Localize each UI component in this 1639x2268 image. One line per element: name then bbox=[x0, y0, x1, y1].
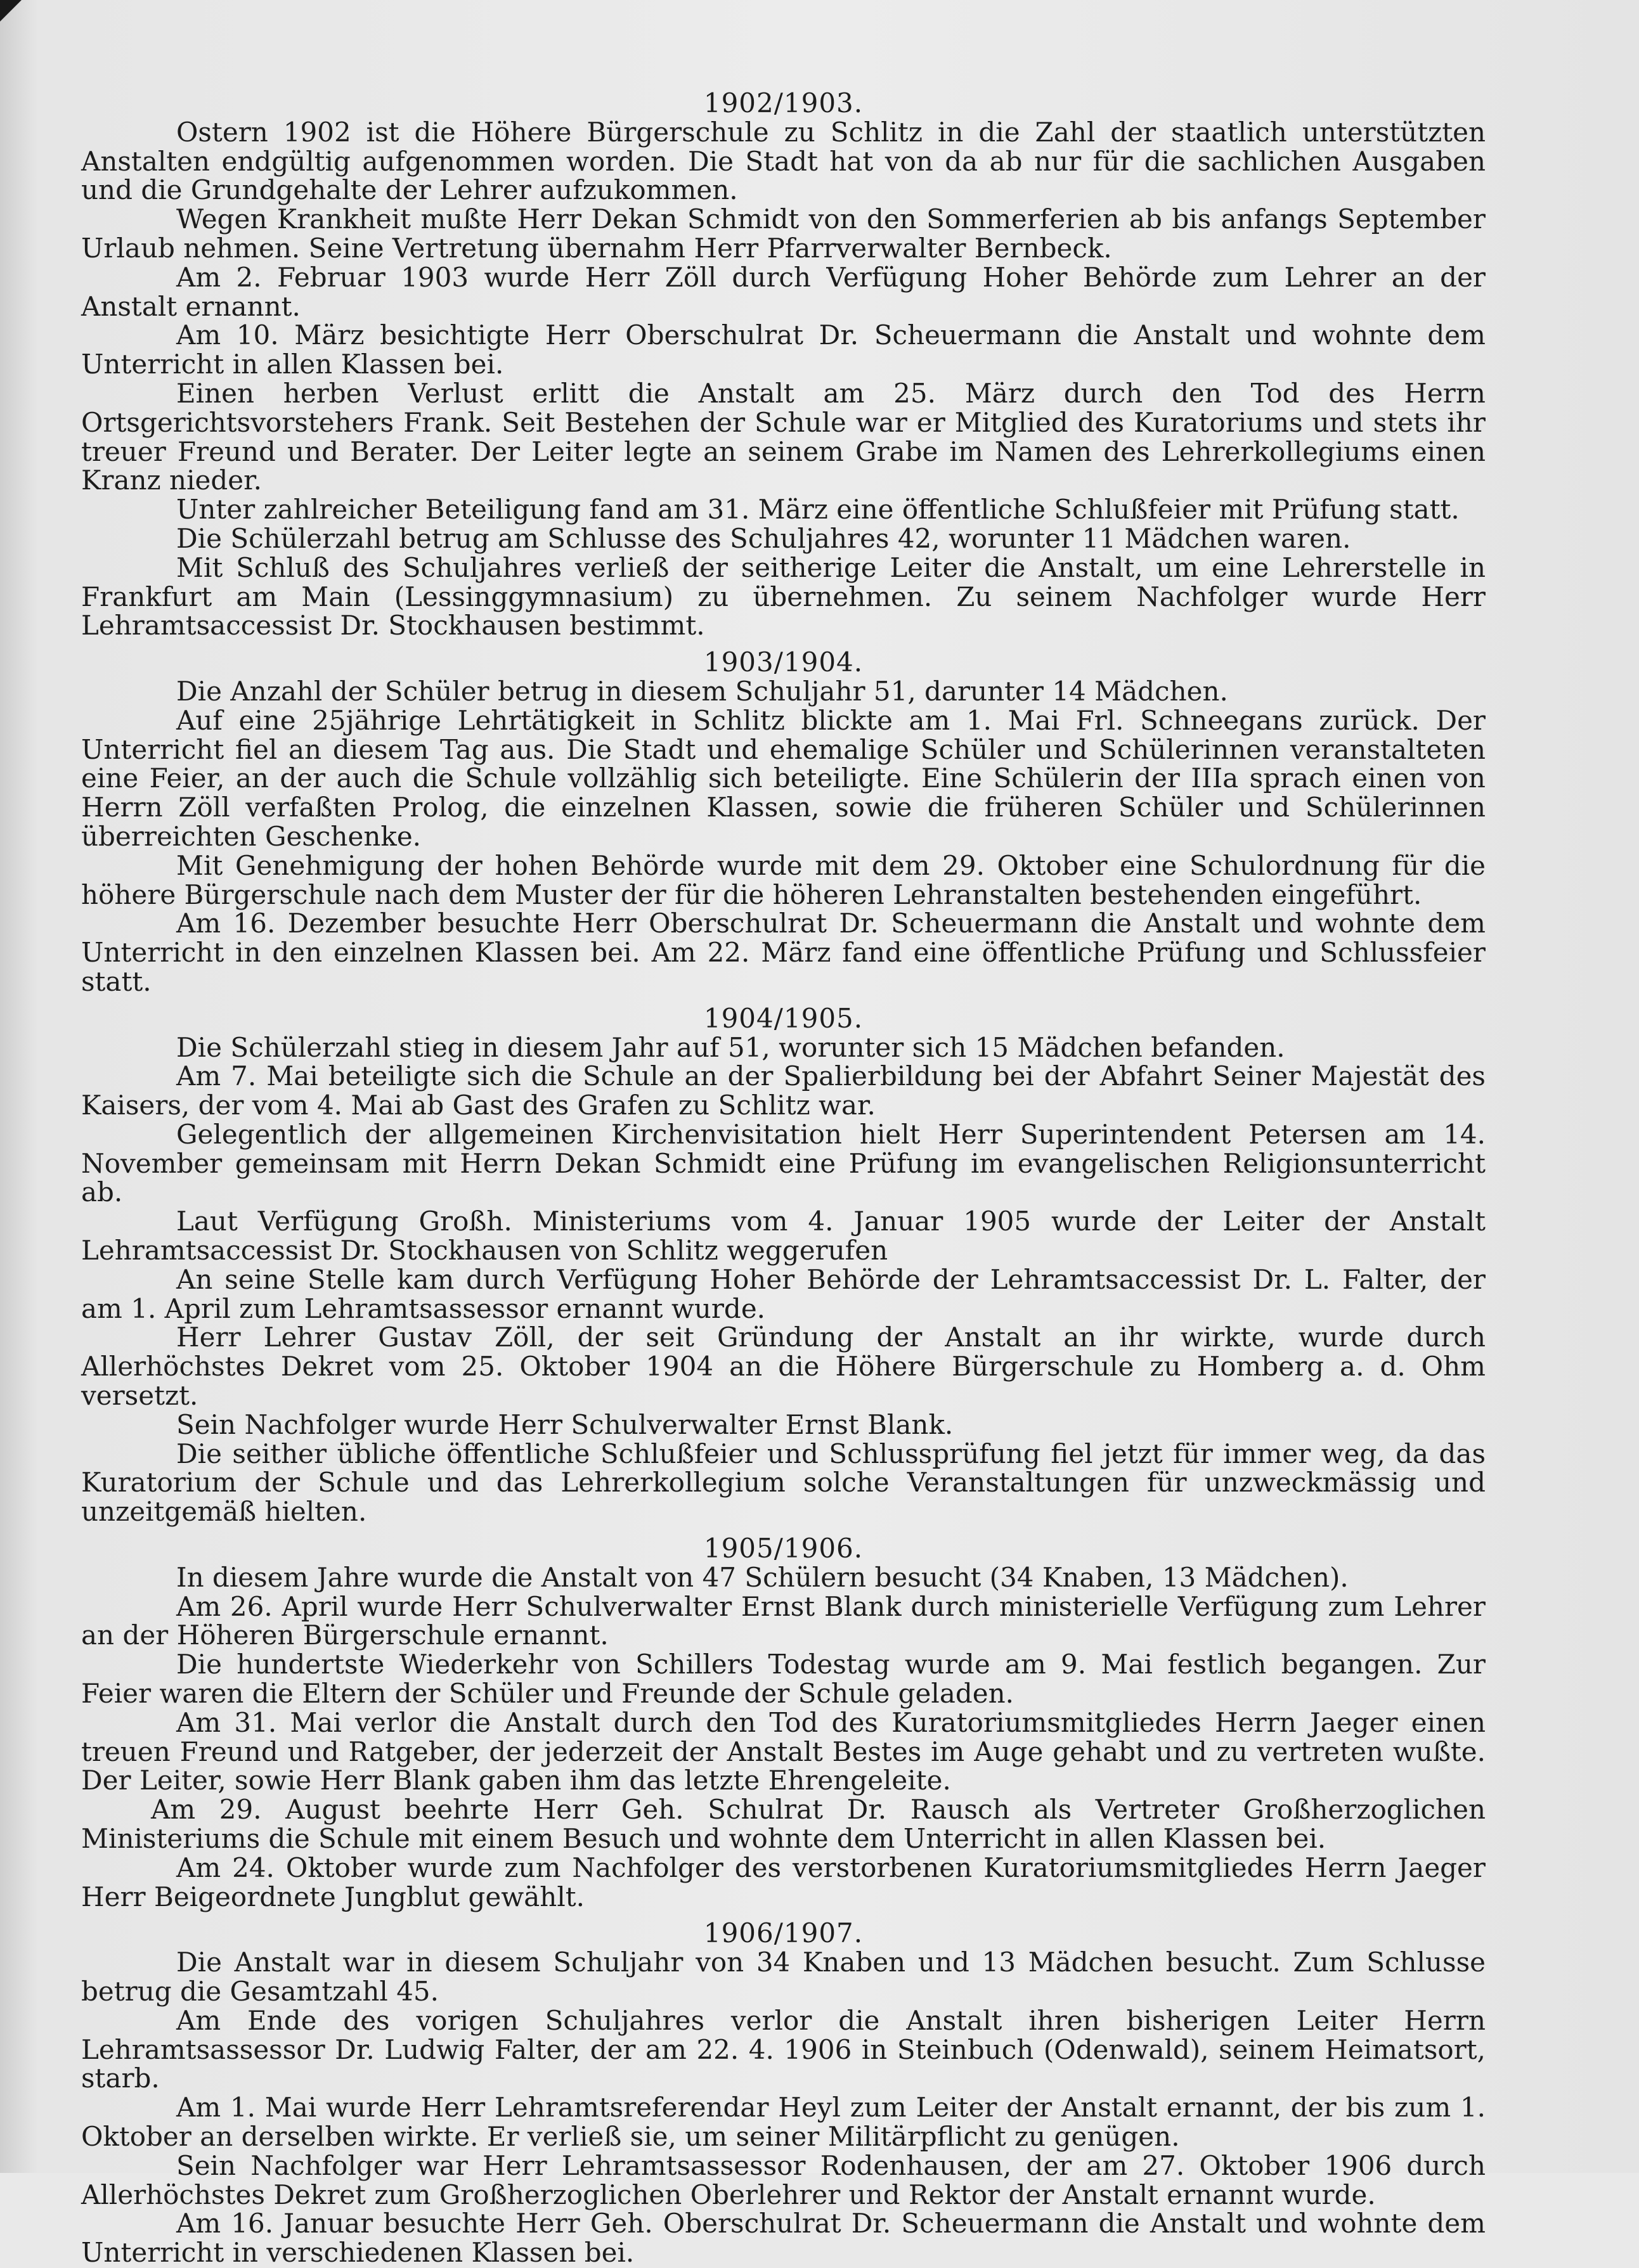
document-body bbox=[81, 81, 1486, 2267]
paragraph: Am 16. Dezember besuchte Herr Oberschulrat Dr. Scheuermann die Anstalt und wohnte dem Unterricht in den einzelnen Klassen bei. Am 22. März fand eine öffentliche Prüfung und Schlussfeier statt. bbox=[81, 908, 1486, 997]
paragraph: Gelegentlich der allgemeinen Kirchenvisitation hielt Herr Superintendent Petersen am 14. November gemeinsam mit Herrn Dekan Schmidt eine Prüfung im evangelischen Religionsunterricht ab. bbox=[81, 1118, 1486, 1208]
section-1903-1904 bbox=[81, 648, 1486, 996]
paragraph: Am 1. Mai wurde Herr Lehramtsreferendar Heyl zum Leiter der Anstalt ernannt, der bis zum 1. Oktober an derselben wirkte. Er verließ sie, um seiner Militärpflicht zu genügen. bbox=[81, 2092, 1486, 2152]
paragraph: Unter zahlreicher Beteiligung fand am 31. März eine öffentliche Schlußfeier mit Prüfung statt. bbox=[176, 494, 1460, 525]
section-heading: 1903/1904. bbox=[703, 647, 864, 678]
paragraph: Mit Genehmigung der hohen Behörde wurde mit dem 29. Oktober eine Schulordnung für die höhere Bürgerschule nach dem Muster der für die höheren Lehranstalten bestehenden eingeführt. bbox=[81, 849, 1486, 910]
paragraph: Die Anstalt war in diesem Schuljahr von 34 Knaben und 13 Mädchen besucht. Zum Schlusse betrug die Gesamtzahl 45. bbox=[81, 1947, 1486, 2007]
paragraph: Die Schülerzahl betrug am Schlusse des Schuljahres 42, worunter 11 Mädchen waren. bbox=[176, 522, 1351, 554]
paragraph: Am 10. März besichtigte Herr Oberschulrat Dr. Scheuermann die Anstalt und wohnte dem Unterricht in allen Klassen bei. bbox=[81, 319, 1486, 380]
section-heading: 1906/1907. bbox=[703, 1917, 864, 1949]
paragraph: Am 24. Oktober wurde zum Nachfolger des verstorbenen Kuratoriumsmitgliedes Herrn Jaeger Herr Beigeordnete Jungblut gewählt. bbox=[81, 1852, 1486, 1912]
section-heading: 1905/1906. bbox=[703, 1533, 864, 1564]
paragraph: Am 31. Mai verlor die Anstalt durch den Tod des Kuratoriumsmitgliedes Herrn Jaeger einen treuen Freund und Ratgeber, der jederzeit der Anstalt Bestes im Auge gehabt und zu vertreten wußte. Der Leiter, sowie Herr Blank gaben ihm das letzte Ehrengeleite. bbox=[81, 1706, 1486, 1796]
paragraph: Am 2. Februar 1903 wurde Herr Zöll durch Verfügung Hoher Behörde zum Lehrer an der Anstalt ernannt. bbox=[81, 261, 1486, 322]
paragraph: Wegen Krankheit mußte Herr Dekan Schmidt von den Sommerferien ab bis anfangs September Urlaub nehmen. Seine Vertretung übernahm Herr Pfarrverwalter Bernbeck. bbox=[81, 203, 1486, 264]
paragraph: Laut Verfügung Großh. Ministeriums vom 4. Januar 1905 wurde der Leiter der Anstalt Lehramtsaccessist Dr. Stockhausen von Schlitz weggerufen bbox=[81, 1206, 1486, 1266]
paragraph: Am 7. Mai beteiligte sich die Schule an der Spalierbildung bei der Abfahrt Seiner Majestät des Kaisers, der vom 4. Mai ab Gast des Grafen zu Schlitz war. bbox=[81, 1060, 1486, 1121]
paragraph: Auf eine 25jährige Lehrtätigkeit in Schlitz blickte am 1. Mai Frl. Schneegans zurück. Der Unterricht fiel an diesem Tag aus. Die Stadt und ehemalige Schüler und Schülerinnen veranstalteten eine Feier, an der auch die Schule vollzählig sich beteiligte. Eine Schülerin der IIIa sprach einen von Herrn Zöll verfaßten Prolog, die einzelnen Klassen, sowie die früheren Schüler und Schülerinnen überreichten Geschenke. bbox=[81, 704, 1486, 852]
paragraph: Am 16. Januar besuchte Herr Geh. Oberschulrat Dr. Scheuermann die Anstalt und wohnte dem Unterricht in verschiedenen Klassen bei. bbox=[81, 2208, 1486, 2268]
paragraph: Mit Schluß des Schuljahres verließ der seitherige Leiter die Anstalt, um eine Lehrerstelle in Frankfurt am Main (Lessinggymnasium) zu übernehmen. Zu seinem Nachfolger wurde Herr Lehramtsaccessist Dr. Stockhausen bestimmt. bbox=[81, 551, 1486, 641]
section-heading: 1904/1905. bbox=[703, 1002, 864, 1034]
paragraph: Die seither übliche öffentliche Schlußfeier und Schlussprüfung fiel jetzt für immer weg, da das Kuratorium der Schule und das Lehrerkollegium solche Veranstaltungen für unzweckmässig und unzeitgemäß hielten. bbox=[81, 1438, 1486, 1528]
section-1906-1907 bbox=[81, 1919, 1486, 2267]
paragraph: Sein Nachfolger wurde Herr Schulverwalter Ernst Blank. bbox=[176, 1408, 954, 1440]
section-heading: 1902/1903. bbox=[703, 87, 864, 119]
paragraph: Ostern 1902 ist die Höhere Bürgerschule zu Schlitz in die Zahl der staatlich unterstützten Anstalten endgültig aufgenommen worden. Die Stadt hat von da ab nur für die sachlichen Ausgaben und die Grundgehalte der Lehrer aufzukommen. bbox=[81, 116, 1486, 206]
paragraph: Am 26. April wurde Herr Schulverwalter Ernst Blank durch ministerielle Verfügung zum Lehrer an der Höheren Bürgerschule ernannt. bbox=[81, 1590, 1486, 1651]
paragraph: Am Ende des vorigen Schuljahres verlor die Anstalt ihren bisherigen Leiter Herrn Lehramtsassessor Dr. Ludwig Falter, der am 22. 4. 1906 in Steinbuch (Odenwald), seinem Heimatsort, starb. bbox=[81, 2004, 1486, 2094]
paragraph: Die Anzahl der Schüler betrug in diesem Schuljahr 51, darunter 14 Mädchen. bbox=[176, 675, 1228, 707]
paragraph: Am 29. August beehrte Herr Geh. Schulrat Dr. Rausch als Vertreter Großherzoglichen Ministeriums die Schule mit einem Besuch und wohnte dem Unterricht in allen Klassen bei. bbox=[81, 1794, 1486, 1855]
section-1902-1903 bbox=[81, 89, 1486, 640]
paragraph: Die hundertste Wiederkehr von Schillers Todestag wurde am 9. Mai festlich begangen. Zur Feier waren die Eltern der Schüler und Freunde der Schule geladen. bbox=[81, 1649, 1486, 1710]
paragraph: In diesem Jahre wurde die Anstalt von 47 Schülern besucht (34 Knaben, 13 Mädchen). bbox=[176, 1561, 1349, 1593]
paragraph: Die Schülerzahl stieg in diesem Jahr auf 51, worunter sich 15 Mädchen befanden. bbox=[176, 1031, 1285, 1063]
paragraph: Sein Nachfolger war Herr Lehramtsassessor Rodenhausen, der am 27. Oktober 1906 durch Allerhöchstes Dekret zum Großherzoglichen Oberlehrer und Rektor der Anstalt ernannt wurde. bbox=[81, 2149, 1486, 2210]
folded-corner bbox=[0, 0, 22, 22]
section-1904-1905 bbox=[81, 1004, 1486, 1526]
paragraph: An seine Stelle kam durch Verfügung Hoher Behörde der Lehramtsaccessist Dr. L. Falter, der am 1. April zum Lehramtsassessor ernannt wurde. bbox=[81, 1263, 1486, 1324]
paragraph: Herr Lehrer Gustav Zöll, der seit Gründung der Anstalt an ihr wirkte, wurde durch Allerhöchstes Dekret vom 25. Oktober 1904 an die Höhere Bürgerschule zu Homberg a. d. Ohm versetzt. bbox=[81, 1322, 1486, 1412]
section-1905-1906 bbox=[81, 1534, 1486, 1911]
paragraph: Einen herben Verlust erlitt die Anstalt am 25. März durch den Tod des Herrn Ortsgerichtsvorstehers Frank. Seit Bestehen der Schule war er Mitglied des Kuratoriums und stets ihr treuer Freund und Berater. Der Leiter legte an seinem Grabe im Namen des Lehrerkollegiums einen Kranz nieder. bbox=[81, 377, 1486, 496]
